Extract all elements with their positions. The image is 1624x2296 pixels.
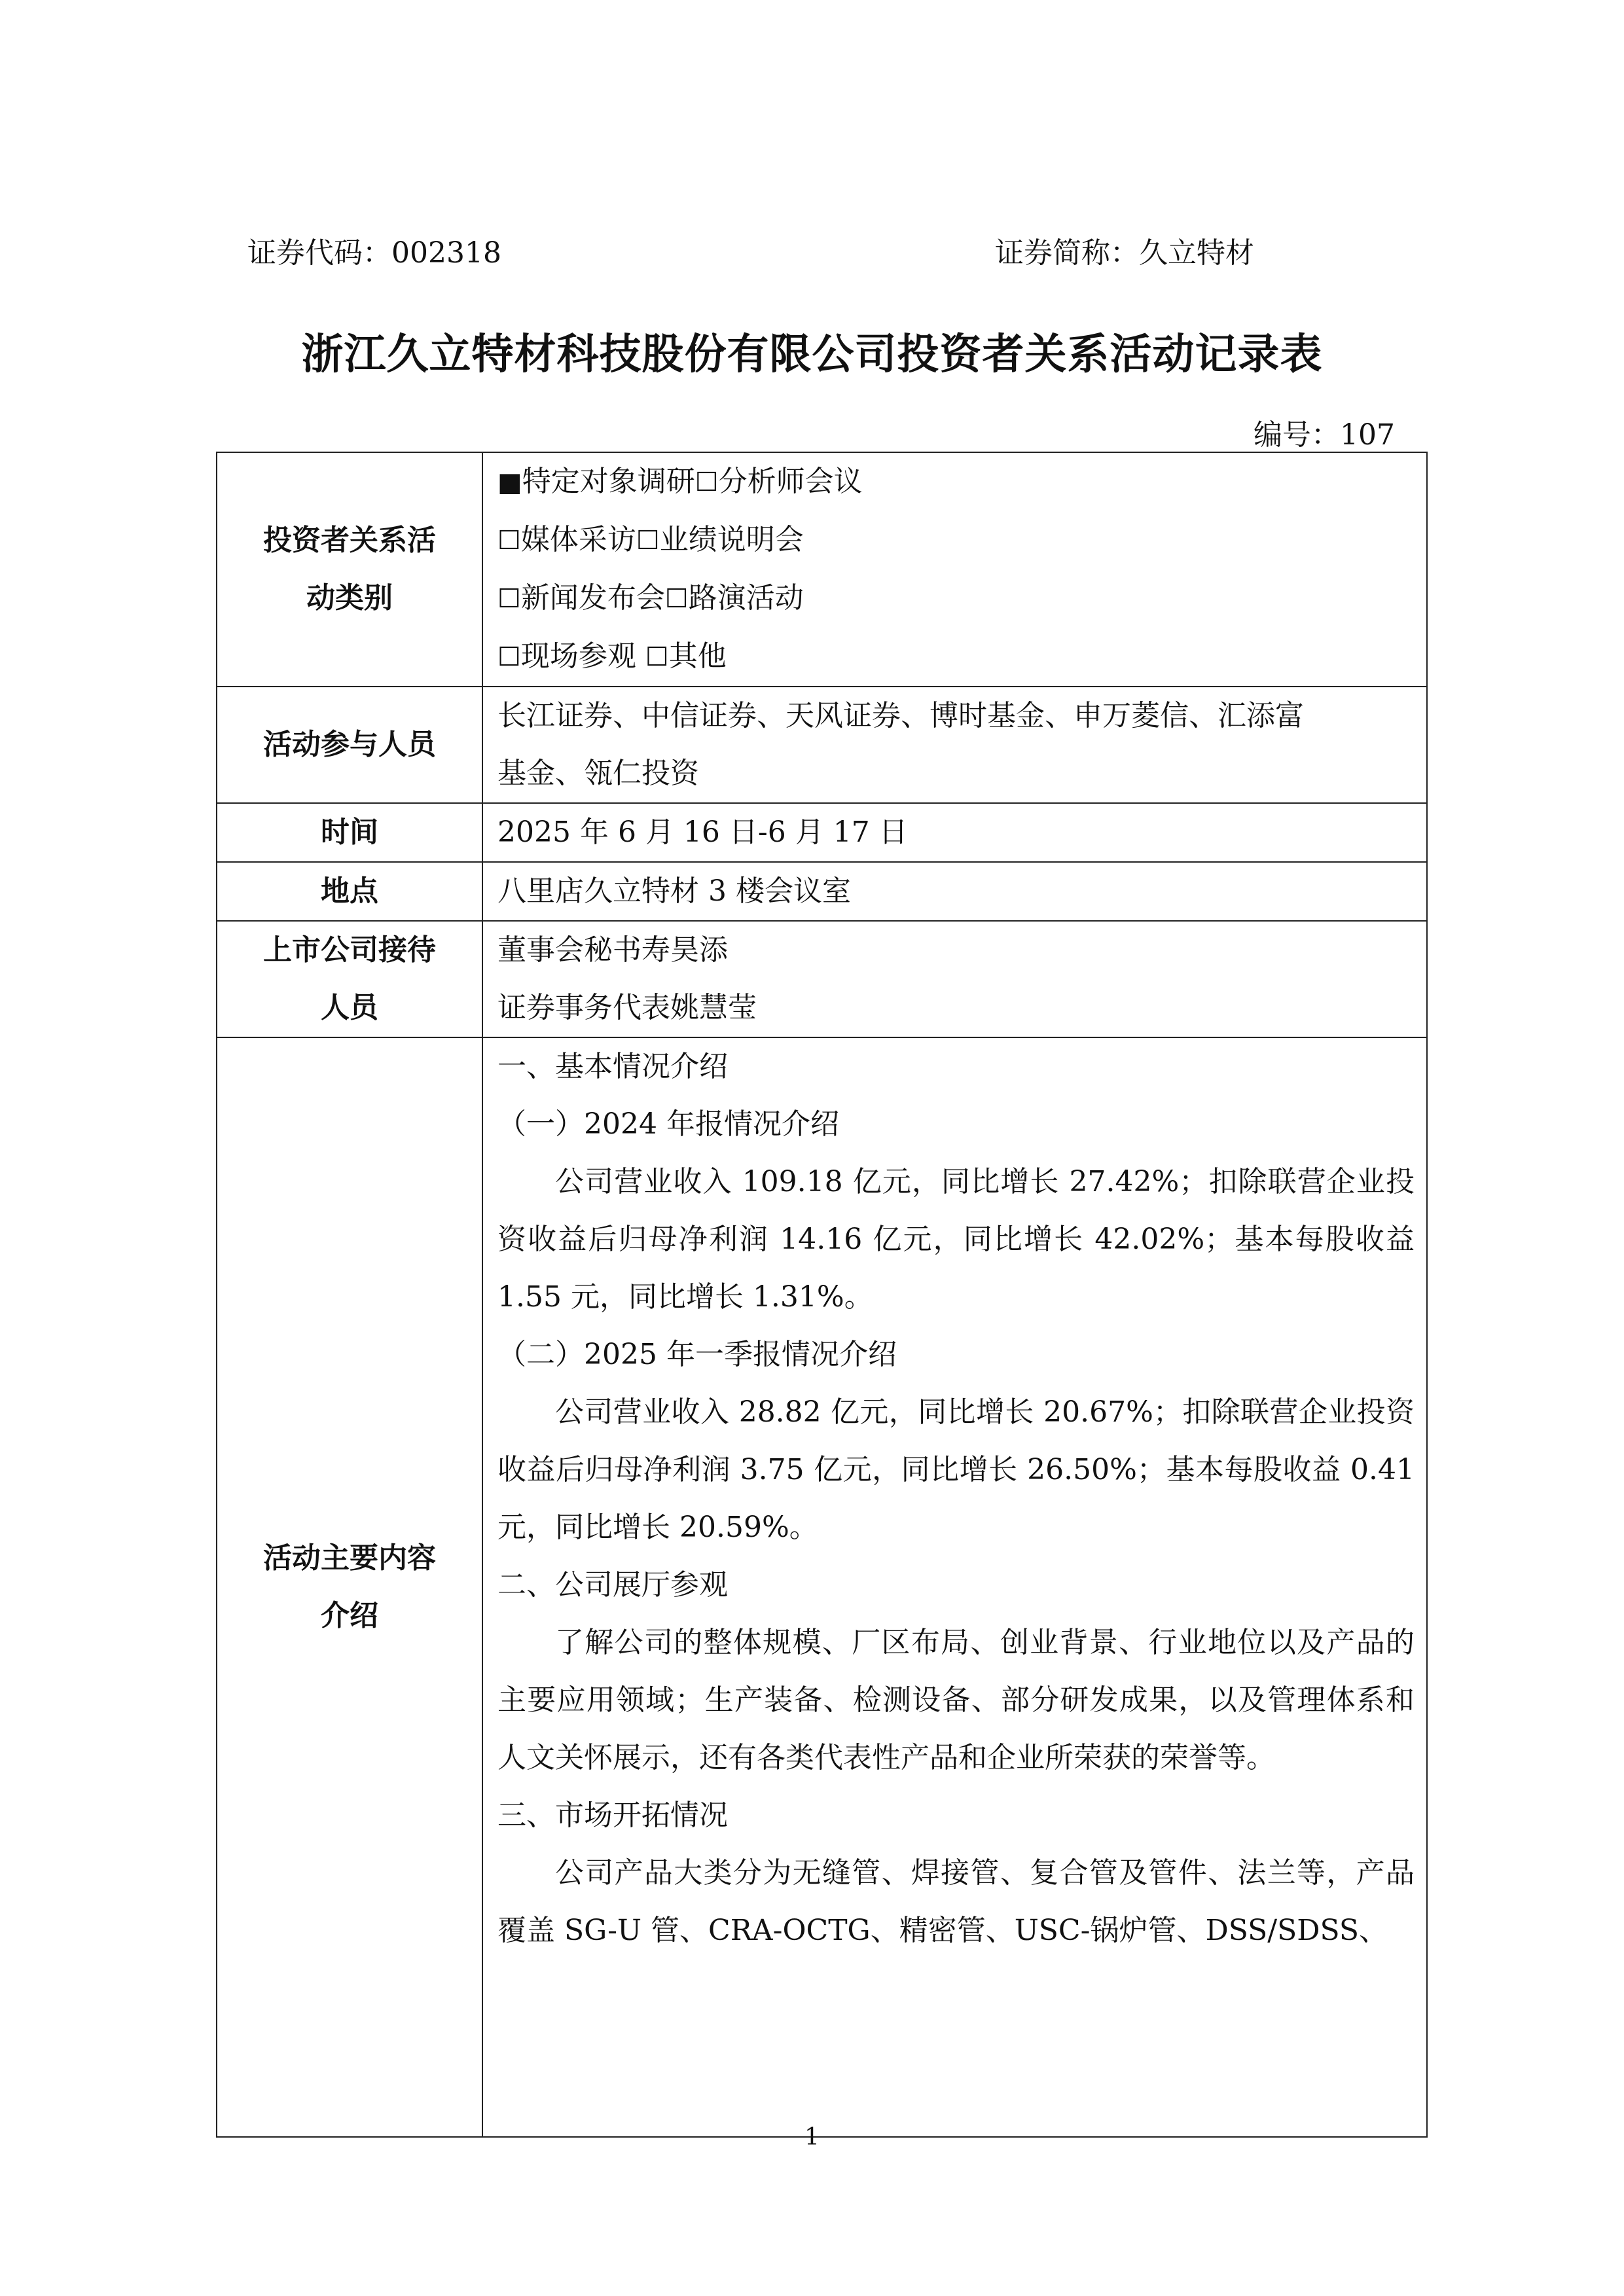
paragraph-showroom: 了解公司的整体规模、厂区布局、创业背景、行业地位以及产品的主要应用领域；生产装备、检测设备、部分研发成果，以及管理体系和人文关怀展示，还有各类代表性产品和企业所荣获的荣誉等。 xyxy=(497,1626,1415,1774)
paragraph-market: 公司产品大类分为无缝管、焊接管、复合管及管件、法兰等，产品覆盖 SG-U 管、CRA-OCTG、精密管、USC-锅炉管、DSS/SDSS、 xyxy=(497,1856,1415,1947)
paragraph-2024-annual: 公司营业收入 109.18 亿元，同比增长 27.42%；扣除联营企业投资收益后归母净利润 14.16 亿元，同比增长 42.02%；基本每股收益 1.55 元，同比增长 1.31%。 xyxy=(497,1165,1415,1314)
label-time: 时间 xyxy=(217,803,482,862)
option-specific-research: 特定对象调研 xyxy=(522,465,695,498)
row-time xyxy=(217,803,1427,862)
security-short-name: 证券简称：久立特材 xyxy=(995,236,1254,270)
checkbox-analyst-meeting: ☐ xyxy=(695,467,719,497)
checkbox-specific-research: ■ xyxy=(497,467,522,497)
label-reception-line2: 人员 xyxy=(321,991,378,1024)
section-heading-2: 二、公司展厅参观 xyxy=(497,1568,728,1602)
option-media-interview: 媒体采访 xyxy=(520,523,636,556)
value-participants xyxy=(482,687,1427,803)
page-title: 浙江久立特材科技股份有限公司投资者关系活动记录表 xyxy=(301,331,1323,379)
section-heading-3: 三、市场开拓情况 xyxy=(497,1799,728,1832)
document-number: 编号：107 xyxy=(1254,418,1395,452)
page-number: 1 xyxy=(804,2124,820,2151)
row-location xyxy=(217,862,1427,921)
label-content xyxy=(217,1037,482,2137)
section-heading-1: 一、基本情况介绍 xyxy=(497,1050,728,1083)
activity-options-line1 xyxy=(497,453,1415,511)
label-participants: 活动参与人员 xyxy=(217,687,482,803)
value-time: 2025 年 6 月 16 日-6 月 17 日 xyxy=(482,803,1427,862)
row-reception xyxy=(217,921,1427,1037)
label-activity-type-line2: 动类别 xyxy=(306,581,393,615)
option-other: 其他 xyxy=(668,639,727,673)
participants-line1: 长江证券、中信证券、天风证券、博时基金、申万菱信、汇添富 xyxy=(497,699,1304,732)
subsection-2025-q1: （二）2025 年一季报情况介绍 xyxy=(497,1338,897,1371)
reception-secretary: 董事会秘书寿昊添 xyxy=(497,933,728,967)
participants-line2: 基金、瓴仁投资 xyxy=(497,757,699,790)
activity-options-line3 xyxy=(497,569,1415,628)
label-reception-line1: 上市公司接待 xyxy=(263,933,436,967)
row-activity-type xyxy=(217,452,1427,687)
security-code: 证券代码：002318 xyxy=(247,236,501,270)
subsection-2024-annual: （一）2024 年报情况介绍 xyxy=(497,1107,839,1141)
label-activity-type xyxy=(217,452,482,687)
checkbox-earnings-briefing: ☐ xyxy=(636,526,660,556)
label-location: 地点 xyxy=(217,862,482,921)
activity-record-table xyxy=(216,452,1428,2138)
option-analyst-meeting: 分析师会议 xyxy=(718,465,863,498)
option-press-conference: 新闻发布会 xyxy=(520,581,665,615)
checkbox-media-interview: ☐ xyxy=(497,526,521,556)
row-content xyxy=(217,1037,1427,2137)
checkbox-roadshow: ☐ xyxy=(664,584,689,614)
checkbox-other: ☐ xyxy=(645,642,669,672)
value-location: 八里店久立特材 3 楼会议室 xyxy=(482,862,1427,921)
option-roadshow: 路演活动 xyxy=(688,581,804,615)
reception-representative: 证券事务代表姚慧莹 xyxy=(497,991,757,1024)
label-reception xyxy=(217,921,482,1037)
label-content-line1: 活动主要内容 xyxy=(263,1541,436,1575)
value-activity-type xyxy=(482,452,1427,687)
paragraph-2025-q1: 公司营业收入 28.82 亿元，同比增长 20.67%；扣除联营企业投资收益后归母净利润 3.75 亿元，同比增长 26.50%；基本每股收益 0.41 元，同比增长 20.59%。 xyxy=(497,1395,1415,1544)
label-activity-type-line1: 投资者关系活 xyxy=(263,524,436,557)
option-earnings-briefing: 业绩说明会 xyxy=(659,523,804,556)
value-reception xyxy=(482,921,1427,1037)
label-content-line2: 介绍 xyxy=(321,1599,378,1632)
row-participants xyxy=(217,687,1427,803)
value-content xyxy=(482,1037,1427,2137)
checkbox-site-visit: ☐ xyxy=(497,642,521,672)
option-site-visit: 现场参观 xyxy=(520,639,645,673)
activity-options-line2 xyxy=(497,511,1415,569)
checkbox-press-conference: ☐ xyxy=(497,584,521,614)
activity-options-line4 xyxy=(497,628,1415,686)
